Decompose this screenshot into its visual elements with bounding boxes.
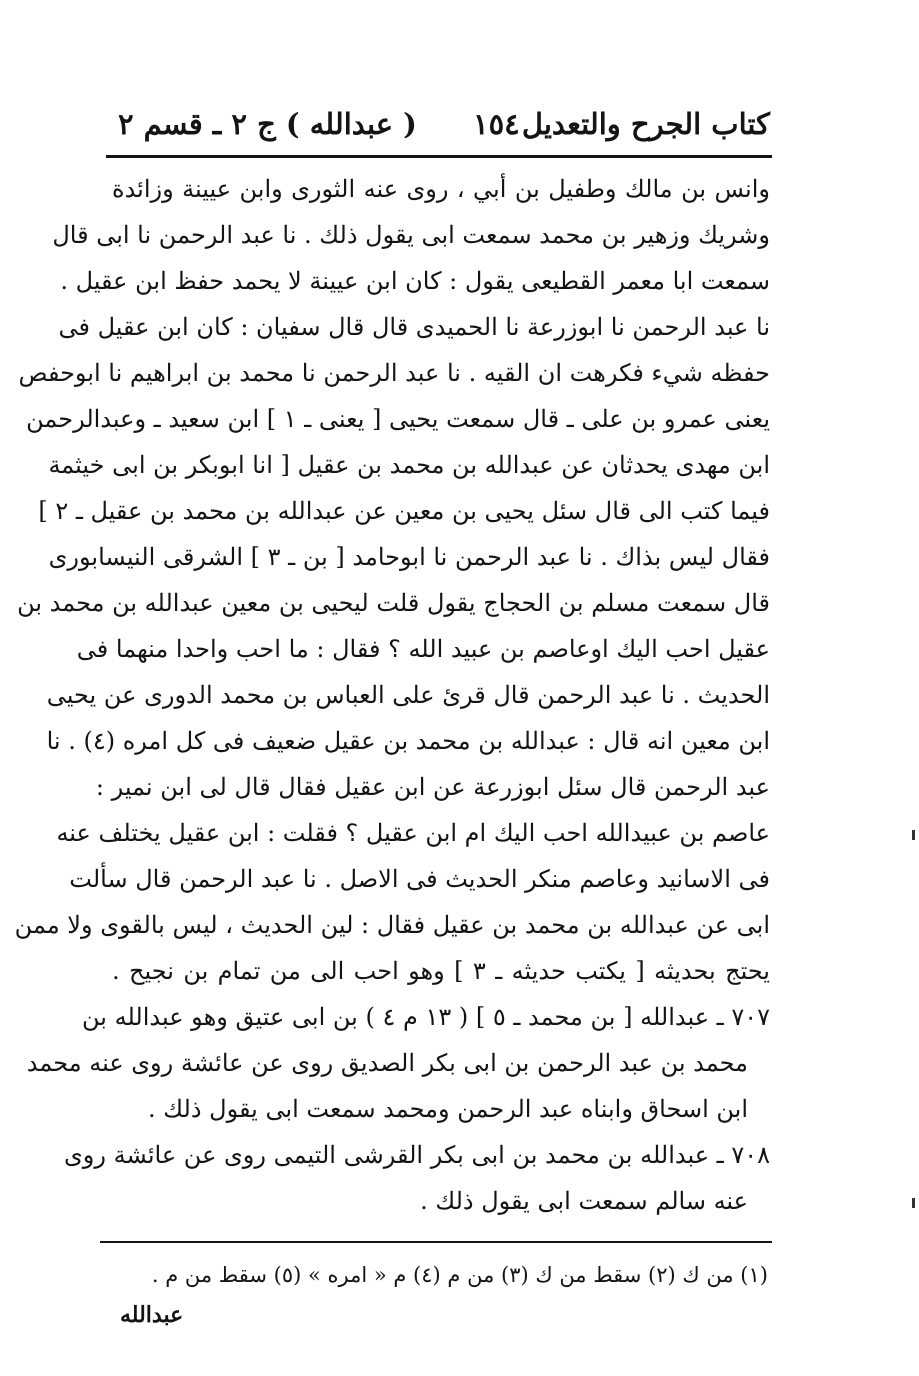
text-line: يعنى عمرو بن على ـ قال سمعت يحيى [ يعنى ـ ١ ] ابن سعيد ـ وعبدالرحمن bbox=[26, 405, 770, 433]
text-line: فقال ليس بذاك . نا عبد الرحمن نا ابوحامد [ بن ـ ٣ ] الشرقى النيسابورى bbox=[48, 543, 770, 571]
scan-edge-mark bbox=[912, 830, 915, 840]
text-line: الحديث . نا عبد الرحمن قال قرئ على العباس بن محمد الدورى عن يحيى bbox=[46, 681, 770, 709]
main-text bbox=[14, 166, 770, 1224]
footnotes: (١) من ك (٢) سقط من ك (٣) من م (٤) م « امره » (٥) سقط من م . bbox=[151, 1263, 768, 1287]
text-line: وانس بن مالك وطفيل بن أبي ، روى عنه الثورى وابن عيينة وزائدة bbox=[112, 175, 770, 203]
text-line: ابى عن عبدالله بن محمد بن عقيل فقال : لين الحديث ، ليس بالقوى ولا ممن bbox=[14, 911, 770, 939]
chapter-label: ( عبدالله ) ج ٢ ـ قسم ٢ bbox=[118, 107, 417, 141]
text-line: ابن اسحاق وابناه عبد الرحمن ومحمد سمعت ابى يقول ذلك . bbox=[148, 1095, 748, 1123]
text-line: عاصم بن عبيدالله احب اليك ام ابن عقيل ؟ فقلت : ابن عقيل يختلف عنه bbox=[56, 819, 770, 847]
text-line: حفظه شيء فكرهت ان القيه . نا عبد الرحمن نا محمد بن ابراهيم نا ابوحفص bbox=[18, 359, 770, 387]
scan-edge-mark bbox=[912, 1198, 915, 1208]
text-line: محمد بن عبد الرحمن بن ابى بكر الصديق روى عن عائشة روى عنه محمد bbox=[26, 1049, 748, 1077]
text-line: قال سمعت مسلم بن الحجاج يقول قلت ليحيى بن معين عبدالله بن محمد بن bbox=[17, 589, 770, 617]
book-title: كتاب الجرح والتعديل bbox=[521, 107, 770, 141]
text-line: سمعت ابا معمر القطيعى يقول : كان ابن عيينة لا يحمد حفظ ابن عقيل . bbox=[60, 267, 770, 295]
text-line: نا عبد الرحمن نا ابوزرعة نا الحميدى قال قال سفيان : كان ابن عقيل فى bbox=[58, 313, 770, 341]
catchword: عبدالله bbox=[120, 1302, 184, 1328]
page-number: ١٥٤ bbox=[473, 107, 520, 141]
entry-707-line: ٧٠٧ ـ عبدالله [ بن محمد ـ ٥ ] ( ١٣ م ٤ ) بن ابى عتيق وهو عبدالله بن bbox=[82, 1003, 770, 1031]
text-line: ابن معين انه قال : عبدالله بن محمد بن عقيل ضعيف فى كل امره (٤) . نا bbox=[46, 727, 770, 755]
header-rule bbox=[106, 155, 772, 158]
text-line: ابن مهدى يحدثان عن عبدالله بن محمد بن عقيل [ انا ابوبكر بن ابى خيثمة bbox=[48, 451, 770, 479]
text-line: يحتج بحديثه [ يكتب حديثه ـ ٣ ] وهو احب الى من تمام بن نجيح . bbox=[112, 957, 770, 985]
text-line: فيما كتب الى قال سئل يحيى بن معين عن عبدالله بن محمد بن عقيل ـ ٢ ] bbox=[38, 497, 770, 525]
footnote-rule bbox=[100, 1241, 772, 1243]
text-line: فى الاسانيد وعاصم منكر الحديث فى الاصل . نا عبد الرحمن قال سألت bbox=[69, 865, 770, 893]
text-line: عبد الرحمن قال سئل ابوزرعة عن ابن عقيل فقال قال لى ابن نمير : bbox=[95, 773, 770, 801]
text-line: عقيل احب اليك اوعاصم بن عبيد الله ؟ فقال : ما احب واحدا منهما فى bbox=[76, 635, 770, 663]
entry-708-line: ٧٠٨ ـ عبدالله بن محمد بن ابى بكر القرشى التيمى روى عن عائشة روى bbox=[63, 1141, 770, 1169]
text-line: وشريك وزهير بن محمد سمعت ابى يقول ذلك . نا عبد الرحمن نا ابى قال bbox=[52, 221, 770, 249]
text-line: عنه سالم سمعت ابى يقول ذلك . bbox=[420, 1187, 748, 1215]
running-header bbox=[118, 104, 770, 144]
